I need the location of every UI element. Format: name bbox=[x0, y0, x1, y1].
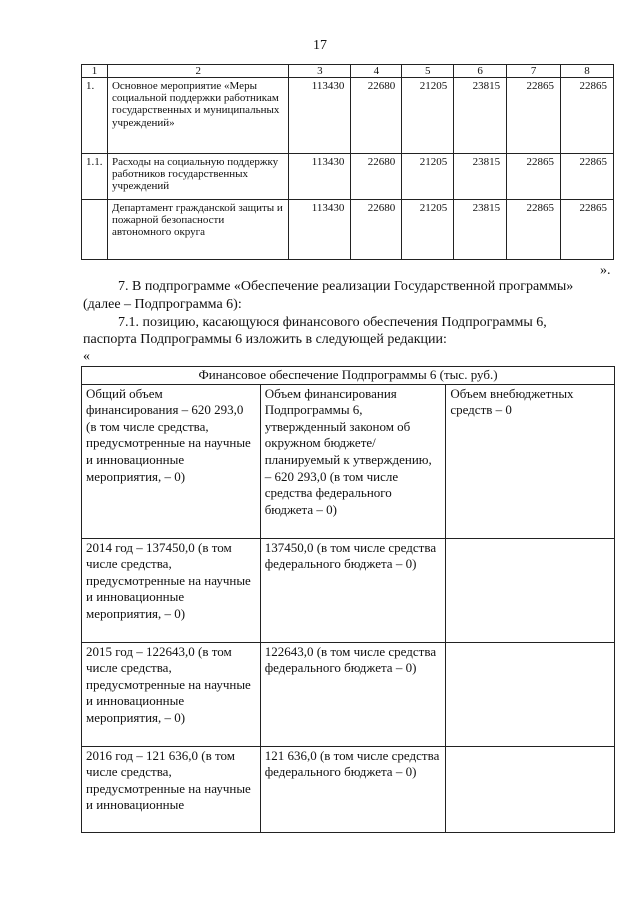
table-cell: Общий объем финансирования – 620 293,0 (в том числе средства, предусмотренные на научные и инновационные мероприятия, – 0) bbox=[82, 384, 261, 538]
cell-value: 22865 bbox=[561, 154, 614, 200]
table-header-row bbox=[82, 65, 614, 78]
table-title: Финансовое обеспечение Подпрограммы 6 (тыс. руб.) bbox=[82, 367, 615, 385]
column-header: 7 bbox=[507, 65, 561, 78]
cell-value: 113430 bbox=[289, 154, 351, 200]
cell-value: 113430 bbox=[289, 78, 351, 154]
opening-quote: « bbox=[83, 349, 90, 364]
table-title-row bbox=[82, 367, 615, 385]
table-cell: Объем финансирования Подпрограммы 6, утвержденный законом об окружном бюджете/ планируемый к утверждению, – 620 293,0 (в том числе средства федерального бюджета – 0) bbox=[260, 384, 446, 538]
table-cell: 2015 год – 122643,0 (в том числе средства, предусмотренные на научные и инновационные мероприятия, – 0) bbox=[82, 642, 261, 746]
paragraph-7-1-line-2: паспорта Подпрограммы 6 изложить в следующей редакции: bbox=[83, 332, 447, 347]
cell-value: 21205 bbox=[402, 200, 454, 260]
table-cell: 2014 год – 137450,0 (в том числе средства, предусмотренные на научные и инновационные мероприятия, – 0) bbox=[82, 538, 261, 642]
page-number: 17 bbox=[313, 38, 327, 53]
funding-table bbox=[81, 64, 614, 260]
cell-value: 22865 bbox=[507, 154, 561, 200]
row-number: 1.1. bbox=[82, 154, 108, 200]
table-cell bbox=[446, 642, 615, 746]
cell-value: 22865 bbox=[507, 78, 561, 154]
cell-value: 22680 bbox=[351, 154, 402, 200]
table-row bbox=[82, 78, 614, 154]
column-header: 1 bbox=[82, 65, 108, 78]
table-row bbox=[82, 746, 615, 832]
table-row bbox=[82, 384, 615, 538]
closing-quote: ». bbox=[600, 263, 611, 278]
table-cell: Объем внебюджетных средств – 0 bbox=[446, 384, 615, 538]
paragraph-7-1-line-1: 7.1. позицию, касающуюся финансового обеспечения Подпрограммы 6, bbox=[118, 315, 547, 330]
row-name: Основное мероприятие «Меры социальной поддержки работникам государственных и муниципальных учреждений» bbox=[107, 78, 289, 154]
column-header: 4 bbox=[351, 65, 402, 78]
cell-value: 21205 bbox=[402, 78, 454, 154]
column-header: 5 bbox=[402, 65, 454, 78]
column-header: 6 bbox=[454, 65, 507, 78]
cell-value: 22680 bbox=[351, 200, 402, 260]
table-cell: 122643,0 (в том числе средства федерального бюджета – 0) bbox=[260, 642, 446, 746]
column-header: 3 bbox=[289, 65, 351, 78]
cell-value: 22680 bbox=[351, 78, 402, 154]
row-number: 1. bbox=[82, 78, 108, 154]
cell-value: 23815 bbox=[454, 200, 507, 260]
table-cell: 137450,0 (в том числе средства федерального бюджета – 0) bbox=[260, 538, 446, 642]
paragraph-7-line-2: (далее – Подпрограмма 6): bbox=[83, 297, 242, 312]
table-row bbox=[82, 538, 615, 642]
cell-value: 22865 bbox=[507, 200, 561, 260]
column-header: 8 bbox=[561, 65, 614, 78]
cell-value: 23815 bbox=[454, 78, 507, 154]
table-row bbox=[82, 154, 614, 200]
table-row bbox=[82, 642, 615, 746]
table-cell: 121 636,0 (в том числе средства федерального бюджета – 0) bbox=[260, 746, 446, 832]
table-row bbox=[82, 200, 614, 260]
subprogram-funding-table bbox=[81, 366, 615, 833]
row-name: Расходы на социальную поддержку работников государственных учреждений bbox=[107, 154, 289, 200]
cell-value: 22865 bbox=[561, 200, 614, 260]
cell-value: 22865 bbox=[561, 78, 614, 154]
cell-value: 23815 bbox=[454, 154, 507, 200]
paragraph-7-line-1: 7. В подпрограмме «Обеспечение реализации Государственной программы» bbox=[118, 279, 574, 294]
cell-value: 21205 bbox=[402, 154, 454, 200]
row-number bbox=[82, 200, 108, 260]
row-name: Департамент гражданской защиты и пожарной безопасности автономного округа bbox=[107, 200, 289, 260]
table-cell bbox=[446, 746, 615, 832]
column-header: 2 bbox=[107, 65, 289, 78]
table-cell bbox=[446, 538, 615, 642]
table-cell: 2016 год – 121 636,0 (в том числе средства, предусмотренные на научные и инновационные bbox=[82, 746, 261, 832]
cell-value: 113430 bbox=[289, 200, 351, 260]
